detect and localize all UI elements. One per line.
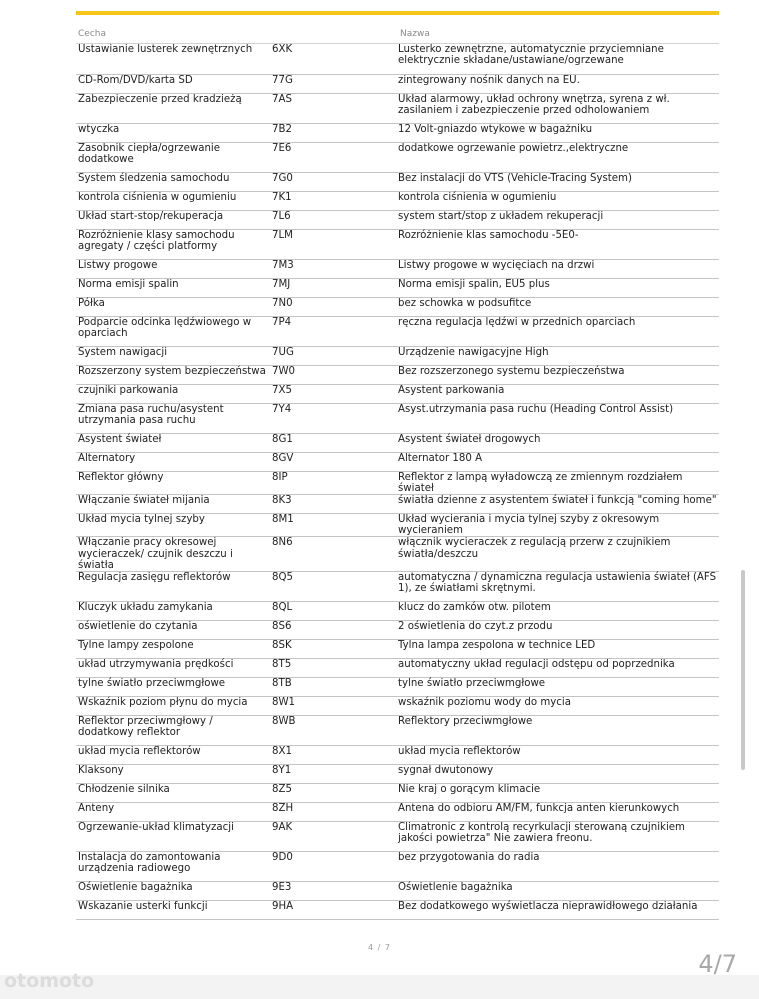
row-code: 9AK xyxy=(272,821,390,851)
table-row xyxy=(76,365,719,384)
row-feature: Alternatory xyxy=(76,452,272,471)
table-row xyxy=(76,210,719,229)
row-feature: Półka xyxy=(76,297,272,316)
row-name: Listwy progowe w wycięciach na drzwi xyxy=(390,259,719,278)
table-row xyxy=(76,513,719,536)
row-code: 8QL xyxy=(272,601,390,620)
table-row xyxy=(76,44,719,74)
row-name: Asystent świateł drogowych xyxy=(390,433,719,452)
row-feature: Rozszerzony system bezpieczeństwa xyxy=(76,365,272,384)
row-feature: układ mycia reflektorów xyxy=(76,745,272,764)
table-row xyxy=(76,452,719,471)
row-name: Asystent parkowania xyxy=(390,384,719,403)
accent-rule xyxy=(76,11,719,15)
row-code: 8IP xyxy=(272,471,390,494)
row-name: automatyczna / dynamiczna regulacja ustawienia świateł (AFS 1), ze światłami skrętnymi. xyxy=(390,571,719,601)
row-feature: System nawigacji xyxy=(76,346,272,365)
table-row xyxy=(76,93,719,123)
row-name: Bez instalacji do VTS (Vehicle-Tracing System) xyxy=(390,172,719,191)
row-feature: Włączanie świateł mijania xyxy=(76,494,272,513)
row-feature: Norma emisji spalin xyxy=(76,278,272,297)
row-feature: Wskaźnik poziom płynu do mycia xyxy=(76,696,272,715)
row-name: Oświetlenie bagażnika xyxy=(390,881,719,900)
table-row xyxy=(76,142,719,172)
table-row xyxy=(76,696,719,715)
row-name: Bez dodatkowego wyświetlacza nieprawidłowego działania xyxy=(390,900,719,919)
row-code: 8Y1 xyxy=(272,764,390,783)
row-code: 8TB xyxy=(272,677,390,696)
row-feature: Klaksony xyxy=(76,764,272,783)
header-name: Nazwa xyxy=(400,29,430,39)
row-code: 8N6 xyxy=(272,537,390,572)
row-name: Układ alarmowy, układ ochrony wnętrza, syrena z wł. zasilaniem i zabezpieczenie przed odholowaniem xyxy=(390,93,719,123)
row-code: 7UG xyxy=(272,346,390,365)
table-row xyxy=(76,297,719,316)
header-feature: Cecha xyxy=(78,29,106,39)
row-feature: Rozróżnienie klasy samochodu agregaty / części platformy xyxy=(76,229,272,259)
row-name: ręczna regulacja lędźwi w przednich oparciach xyxy=(390,316,719,346)
row-code: 7G0 xyxy=(272,172,390,191)
row-code: 8M1 xyxy=(272,513,390,536)
row-code: 9HA xyxy=(272,900,390,919)
table-row xyxy=(76,802,719,821)
row-feature: czujniki parkowania xyxy=(76,384,272,403)
row-name: Nie kraj o gorącym klimacie xyxy=(390,783,719,802)
row-code: 8SK xyxy=(272,639,390,658)
row-code: 8G1 xyxy=(272,433,390,452)
table-row xyxy=(76,900,719,919)
row-feature: Reflektor przeciwmgłowy / dodatkowy reflektor xyxy=(76,715,272,745)
table-row xyxy=(76,433,719,452)
row-feature: CD-Rom/DVD/karta SD xyxy=(76,74,272,93)
row-feature: Listwy progowe xyxy=(76,259,272,278)
row-name: automatyczny układ regulacji odstępu od poprzednika xyxy=(390,658,719,677)
row-feature: oświetlenie do czytania xyxy=(76,620,272,639)
page-indicator: 4 / 7 xyxy=(368,943,391,952)
row-feature: Regulacja zasięgu reflektorów xyxy=(76,571,272,601)
row-name: 12 Volt-gniazdo wtykowe w bagażniku xyxy=(390,123,719,142)
table-row xyxy=(76,658,719,677)
table-row xyxy=(76,278,719,297)
table-row xyxy=(76,191,719,210)
row-feature: Układ mycia tylnej szyby xyxy=(76,513,272,536)
table-row xyxy=(76,601,719,620)
row-name: zintegrowany nośnik danych na EU. xyxy=(390,74,719,93)
table-row xyxy=(76,259,719,278)
table-row xyxy=(76,639,719,658)
row-feature: układ utrzymywania prędkości xyxy=(76,658,272,677)
row-name: wskaźnik poziomu wody do mycia xyxy=(390,696,719,715)
row-code: 8ZH xyxy=(272,802,390,821)
row-name: system start/stop z układem rekuperacji xyxy=(390,210,719,229)
table-row xyxy=(76,881,719,900)
table-row xyxy=(76,537,719,572)
row-code: 7AS xyxy=(272,93,390,123)
table-row xyxy=(76,494,719,513)
row-name: Reflektor z lampą wyładowczą ze zmiennym rozdziałem świateł xyxy=(390,471,719,494)
row-feature: tylne światło przeciwmgłowe xyxy=(76,677,272,696)
table-row xyxy=(76,745,719,764)
row-name: bez przygotowania do radia xyxy=(390,851,719,881)
row-code: 7Y4 xyxy=(272,403,390,433)
row-name: 2 oświetlenia do czyt.z przodu xyxy=(390,620,719,639)
row-code: 8T5 xyxy=(272,658,390,677)
row-code: 7E6 xyxy=(272,142,390,172)
table-row xyxy=(76,677,719,696)
row-code: 6XK xyxy=(272,44,390,74)
row-code: 8W1 xyxy=(272,696,390,715)
row-name: Urządzenie nawigacyjne High xyxy=(390,346,719,365)
table-row xyxy=(76,764,719,783)
row-name: Bez rozszerzonego systemu bezpieczeństwa xyxy=(390,365,719,384)
row-name: Antena do odbioru AM/FM, funkcja anten kierunkowych xyxy=(390,802,719,821)
watermark-logo: otomoto xyxy=(4,970,95,992)
table-row xyxy=(76,123,719,142)
row-feature: System śledzenia samochodu xyxy=(76,172,272,191)
table-row xyxy=(76,229,719,259)
table-row xyxy=(76,821,719,851)
row-feature: Ogrzewanie-układ klimatyzacji xyxy=(76,821,272,851)
row-name: Climatronic z kontrolą recyrkulacji sterowaną czujnikiem jakości powietrza" Nie zawiera freonu. xyxy=(390,821,719,851)
row-feature: Oświetlenie bagażnika xyxy=(76,881,272,900)
row-code: 8WB xyxy=(272,715,390,745)
equipment-table-body xyxy=(76,44,719,919)
row-code: 8GV xyxy=(272,452,390,471)
row-feature: Instalacja do zamontowania urządzenia radiowego xyxy=(76,851,272,881)
row-name: tylne światło przeciwmgłowe xyxy=(390,677,719,696)
table-row xyxy=(76,316,719,346)
row-feature: Zmiana pasa ruchu/asystent utrzymania pasa ruchu xyxy=(76,403,272,433)
row-feature: wtyczka xyxy=(76,123,272,142)
row-name: Tylna lampa zespolona w technice LED xyxy=(390,639,719,658)
row-name: bez schowka w podsufitce xyxy=(390,297,719,316)
row-code: 9D0 xyxy=(272,851,390,881)
row-feature: Kluczyk układu zamykania xyxy=(76,601,272,620)
row-feature: Włączanie pracy okresowej wycieraczek/ czujnik deszczu i światła xyxy=(76,537,272,572)
row-code: 8K3 xyxy=(272,494,390,513)
table-row xyxy=(76,571,719,601)
row-code: 7M3 xyxy=(272,259,390,278)
table-row xyxy=(76,384,719,403)
table-row xyxy=(76,403,719,433)
row-code: 7MJ xyxy=(272,278,390,297)
row-name: Alternator 180 A xyxy=(390,452,719,471)
row-feature: Ustawianie lusterek zewnętrznych xyxy=(76,44,272,74)
row-code: 9E3 xyxy=(272,881,390,900)
row-name: włącznik wycieraczek z regulacją przerw z czujnikiem światła/deszczu xyxy=(390,537,719,572)
row-code: 7L6 xyxy=(272,210,390,229)
row-name: dodatkowe ogrzewanie powietrz.,elektryczne xyxy=(390,142,719,172)
table-row xyxy=(76,172,719,191)
row-code: 8Z5 xyxy=(272,783,390,802)
row-code: 8X1 xyxy=(272,745,390,764)
row-feature: Zabezpieczenie przed kradzieżą xyxy=(76,93,272,123)
row-name: klucz do zamków otw. pilotem xyxy=(390,601,719,620)
row-name: Lusterko zewnętrzne, automatycznie przyciemniane elektrycznie składane/ustawiane/ogrzewane xyxy=(390,44,719,74)
row-name: Układ wycierania i mycia tylnej szyby z okresowym wycieraniem xyxy=(390,513,719,536)
row-code: 7LM xyxy=(272,229,390,259)
row-feature: Wskazanie usterki funkcji xyxy=(76,900,272,919)
row-code: 7K1 xyxy=(272,191,390,210)
row-feature: Zasobnik ciepła/ogrzewanie dodatkowe xyxy=(76,142,272,172)
row-code: 7N0 xyxy=(272,297,390,316)
row-feature: Reflektor główny xyxy=(76,471,272,494)
row-name: Asyst.utrzymania pasa ruchu (Heading Control Assist) xyxy=(390,403,719,433)
row-name: światła dzienne z asystentem świateł i funkcją "coming home" xyxy=(390,494,719,513)
row-name: Norma emisji spalin, EU5 plus xyxy=(390,278,719,297)
table-row xyxy=(76,620,719,639)
page-counter: 4/7 xyxy=(698,950,737,978)
row-feature: Układ start-stop/rekuperacja xyxy=(76,210,272,229)
row-feature: Chłodzenie silnika xyxy=(76,783,272,802)
row-code: 77G xyxy=(272,74,390,93)
table-row xyxy=(76,74,719,93)
row-feature: Tylne lampy zespolone xyxy=(76,639,272,658)
table-row xyxy=(76,783,719,802)
row-name: kontrola ciśnienia w ogumieniu xyxy=(390,191,719,210)
equipment-table xyxy=(76,44,719,920)
table-row xyxy=(76,715,719,745)
row-feature: kontrola ciśnienia w ogumieniu xyxy=(76,191,272,210)
row-name: układ mycia reflektorów xyxy=(390,745,719,764)
row-feature: Podparcie odcinka lędźwiowego w oparciach xyxy=(76,316,272,346)
row-code: 8S6 xyxy=(272,620,390,639)
row-feature: Asystent świateł xyxy=(76,433,272,452)
row-code: 7P4 xyxy=(272,316,390,346)
table-row xyxy=(76,471,719,494)
table-row xyxy=(76,851,719,881)
row-code: 8Q5 xyxy=(272,571,390,601)
table-row xyxy=(76,346,719,365)
row-code: 7W0 xyxy=(272,365,390,384)
row-name: Reflektory przeciwmgłowe xyxy=(390,715,719,745)
scrollbar[interactable] xyxy=(741,570,745,770)
row-name: Rozróżnienie klas samochodu -5E0- xyxy=(390,229,719,259)
row-name: sygnał dwutonowy xyxy=(390,764,719,783)
row-code: 7X5 xyxy=(272,384,390,403)
bottom-band xyxy=(0,975,759,999)
row-code: 7B2 xyxy=(272,123,390,142)
row-feature: Anteny xyxy=(76,802,272,821)
